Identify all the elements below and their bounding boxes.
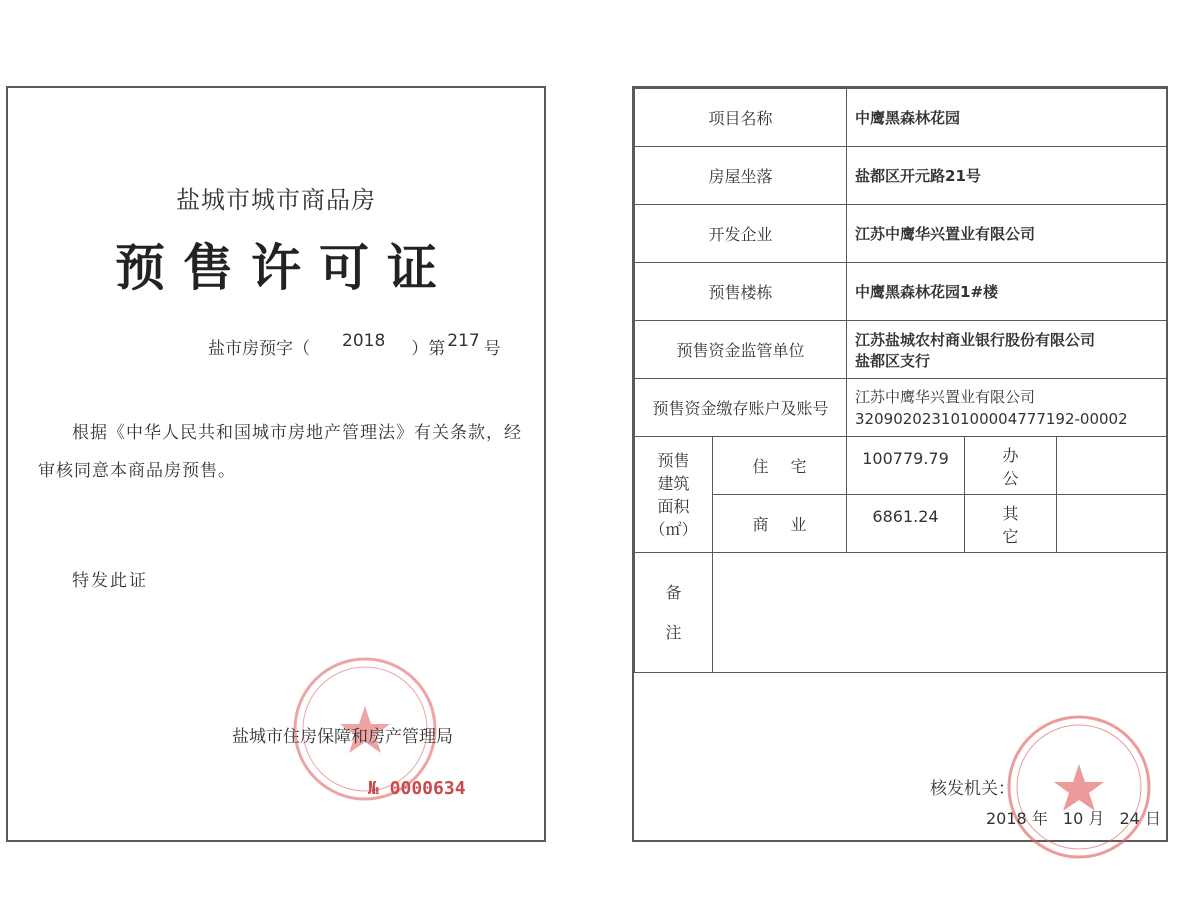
number-seq: 217: [447, 331, 480, 351]
certificate-serial: № 0000634: [368, 778, 466, 799]
building-label: 预售楼栋: [635, 263, 847, 321]
certificate-subtitle: 盐城市城市商品房: [176, 186, 376, 214]
supervisor-label: 预售资金监管单位: [635, 321, 847, 379]
developer-value: 江苏中鹰华兴置业有限公司: [847, 205, 1167, 263]
table-row: [635, 379, 1167, 437]
area-label-line: 面积: [657, 496, 690, 516]
commercial-value: 6861.24: [847, 495, 965, 553]
certificate-title: 预售许可证: [115, 238, 455, 297]
table-row: [635, 147, 1167, 205]
date-month: 10: [1062, 809, 1084, 828]
table-row: [635, 495, 1167, 553]
issuing-org-label: 核发机关：: [930, 779, 1015, 799]
certificate-issuer: 盐城市住房保障和房产管理局: [232, 727, 453, 747]
remarks-label-1: 备: [665, 582, 682, 602]
info-table: [634, 88, 1167, 673]
certificate-front: [6, 86, 546, 842]
table-row: [635, 553, 1167, 673]
date-year-unit: 年: [1031, 809, 1048, 828]
date-month-unit: 月: [1088, 809, 1105, 828]
supervisor-value-line1: 江苏盐城农村商业银行股份有限公司: [855, 330, 1096, 349]
commercial-label: 商业: [713, 495, 847, 553]
office-value: [1057, 437, 1167, 495]
issue-date: [986, 806, 1161, 829]
date-day: 24: [1119, 809, 1140, 828]
account-value: [847, 379, 1167, 437]
date-year: 2018: [986, 809, 1027, 828]
supervisor-value: [847, 321, 1167, 379]
number-mid: ）第: [411, 339, 446, 359]
certificate-special: 特发此证: [72, 571, 148, 591]
residential-value: 100779.79: [847, 437, 965, 495]
location-label: 房屋坐落: [635, 147, 847, 205]
supervisor-value-line2: 盐都区支行: [855, 351, 931, 370]
certificate-number: [208, 331, 501, 359]
project-name-label: 项目名称: [635, 89, 847, 147]
issuing-area: [634, 672, 1166, 840]
residential-label: 住宅: [713, 437, 847, 495]
account-value-line2: 32090202310100004777192-00002: [855, 409, 1128, 428]
area-label-line: （㎡）: [649, 519, 698, 539]
remarks-value: [713, 553, 1167, 673]
table-row: [635, 321, 1167, 379]
table-row: [635, 263, 1167, 321]
remarks-label-2: 注: [665, 622, 682, 642]
official-seal-right: [1004, 712, 1154, 862]
table-row: [635, 89, 1167, 147]
account-value-line1: 江苏中鹰华兴置业有限公司: [855, 387, 1036, 406]
table-row: [635, 205, 1167, 263]
building-value: 中鹰黑森林花园1#楼: [847, 263, 1167, 321]
number-year: 2018: [342, 331, 386, 351]
area-label-line: 预售: [657, 450, 690, 470]
date-day-unit: 日: [1144, 809, 1161, 828]
table-row: [635, 437, 1167, 495]
remarks-label: [635, 553, 713, 673]
other-label: 其它: [965, 495, 1057, 553]
developer-label: 开发企业: [635, 205, 847, 263]
other-value: [1057, 495, 1167, 553]
project-name-value: 中鹰黑森林花园: [847, 89, 1167, 147]
area-label: [635, 437, 713, 553]
number-suffix: 号: [483, 339, 501, 359]
location-value: 盐都区开元路21号: [847, 147, 1167, 205]
certificate-back: [632, 86, 1168, 842]
office-label: 办公: [965, 437, 1057, 495]
number-prefix: 盐市房预字（: [208, 339, 310, 359]
account-label: 预售资金缴存账户及账号: [635, 379, 847, 437]
area-label-line: 建筑: [657, 473, 690, 493]
certificate-body: 根据《中华人民共和国城市房地产管理法》有关条款，经审核同意本商品房预售。: [38, 423, 522, 481]
